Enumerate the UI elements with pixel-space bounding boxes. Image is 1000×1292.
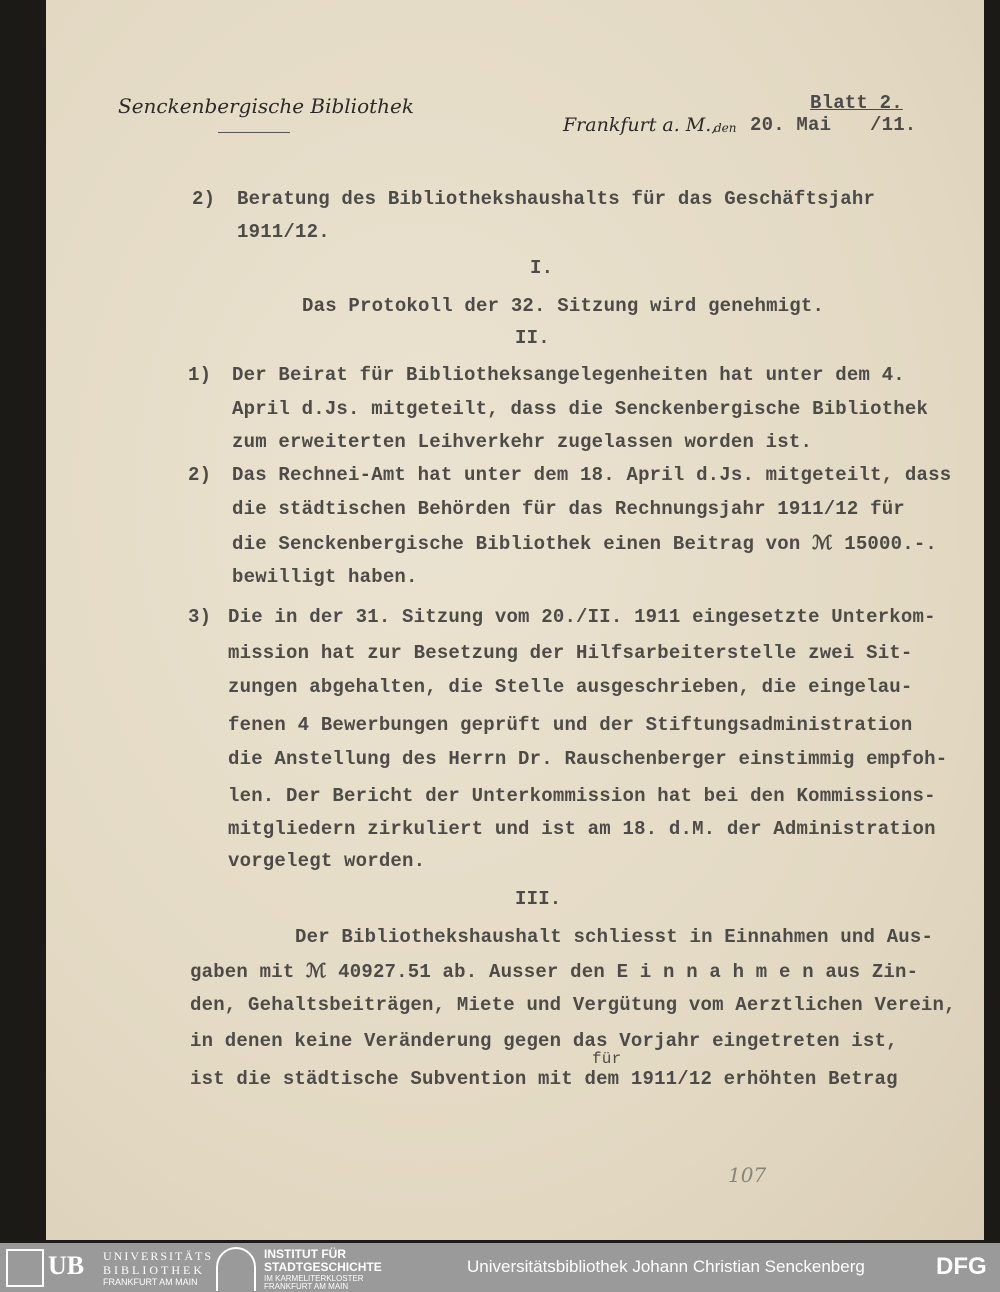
text-line: April d.Js. mitgeteilt, dass die Senckenbergische Bibliothek [232, 398, 929, 420]
isg-line3: IM KARMELITERKLOSTER [264, 1274, 364, 1283]
item-number: 3) [188, 606, 212, 628]
handwritten-insert: für [592, 1050, 622, 1068]
sheet-number: Blatt 2. [810, 92, 903, 114]
text-line: in denen keine Veränderung gegen das Vorjahr eingetreten ist, [190, 1030, 898, 1052]
text-line: gaben mit ℳ 40927.51 ab. Ausser den E i n n a h m e n aus Zin- [190, 961, 919, 983]
letter-date: 20. Mai [750, 114, 832, 136]
text-line: die städtischen Behörden für das Rechnungsjahr 1911/12 für [232, 498, 905, 520]
text-line: Beratung des Bibliothekshaushalts für das Geschäftsjahr [237, 188, 876, 210]
section-heading: II. [515, 327, 550, 349]
text-line: den, Gehaltsbeiträgen, Miete und Vergütung vom Aerztlichen Verein, [190, 994, 956, 1016]
item-number: 1) [188, 364, 212, 386]
letter-year: /11. [870, 114, 917, 136]
footer-title: Universitätsbibliothek Johann Christian Senckenberg [467, 1257, 865, 1276]
dfg-logo: DFG [936, 1253, 987, 1280]
text-line: die Anstellung des Herrn Dr. Rauschenberger einstimmig empfoh- [228, 748, 948, 770]
text-line: zum erweiterten Leihverkehr zugelassen worden ist. [232, 431, 813, 453]
letterhead-place: Frankfurt a. M., [563, 114, 718, 136]
text-line: zungen abgehalten, die Stelle ausgeschrieben, die eingelau- [228, 676, 913, 698]
text-line: Das Rechnei-Amt hat unter dem 18. April d.Js. mitgeteilt, dass [232, 464, 952, 486]
isg-line4: FRANKFURT AM MAIN [264, 1282, 349, 1291]
letterhead-institution: Senckenbergische Bibliothek [118, 94, 414, 118]
section-heading: I. [530, 257, 554, 279]
ub-line3: FRANKFURT AM MAIN [103, 1277, 198, 1287]
text-line: len. Der Bericht der Unterkommission hat bei den Kommissions- [228, 785, 936, 807]
text-line: bewilligt haben. [232, 566, 418, 588]
text-line: 1911/12. [237, 221, 330, 243]
section-heading: III. [515, 888, 562, 910]
text-line: Der Bibliothekshaushalt schliesst in Einnahmen und Aus- [295, 926, 934, 948]
text-line: mission hat zur Besetzung der Hilfsarbeiterstelle zwei Sit- [228, 642, 913, 664]
text-line: ist die städtische Subvention mit dem 1911/12 erhöhten Betrag [190, 1068, 898, 1090]
pencil-page-number: 107 [728, 1163, 767, 1187]
isg-logo-icon [216, 1247, 256, 1291]
item-number: 2) [188, 464, 212, 486]
footer-bar [0, 1243, 1000, 1292]
ub-line2: BIBLIOTHEK [103, 1263, 205, 1277]
text-line: Die in der 31. Sitzung vom 20./II. 1911 eingesetzte Unterkom- [228, 606, 936, 628]
text-line: vorgelegt worden. [228, 850, 426, 872]
ornament-divider [218, 132, 290, 133]
isg-line2: STADTGESCHICHTE [264, 1260, 382, 1274]
text-line: Der Beirat für Bibliotheksangelegenheiten hat unter dem 4. [232, 364, 905, 386]
text-line: mitgliedern zirkuliert und ist am 18. d.M. der Administration [228, 818, 936, 840]
item-number: 2) [192, 188, 216, 210]
ub-line1: UNIVERSITÄTS [103, 1249, 213, 1263]
ub-logo-text: UB [48, 1251, 85, 1280]
text-line: Das Protokoll der 32. Sitzung wird genehmigt. [302, 295, 825, 317]
letterhead-den: den [714, 121, 737, 135]
isg-line1: INSTITUT FÜR [264, 1247, 346, 1261]
text-line: die Senckenbergische Bibliothek einen Beitrag von ℳ 15000.-. [232, 533, 938, 555]
ub-logo-icon [6, 1249, 44, 1287]
text-line: fenen 4 Bewerbungen geprüft und der Stiftungsadministration [228, 714, 913, 736]
